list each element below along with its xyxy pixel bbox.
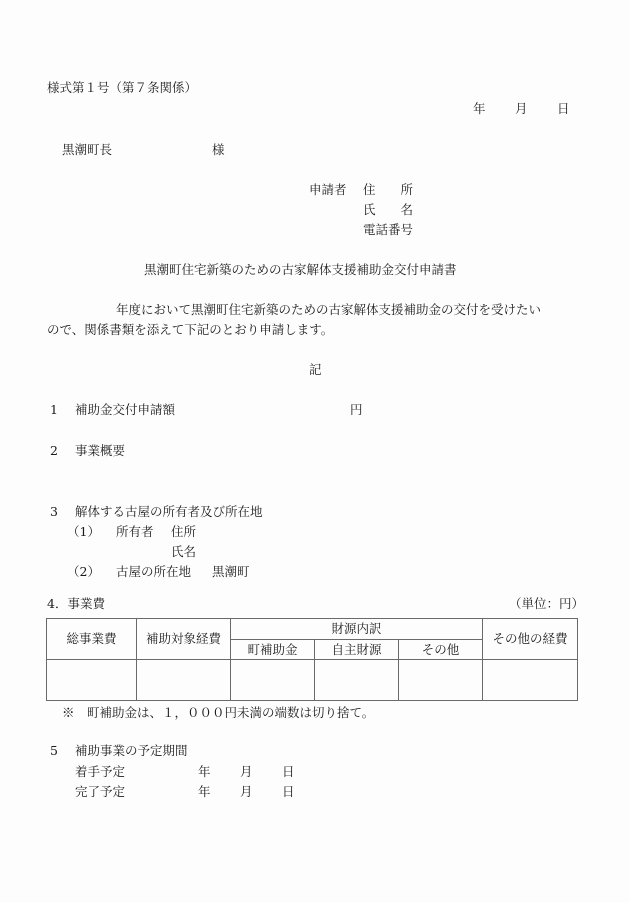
item5-end-label: 完了予定: [75, 784, 126, 799]
document-title: 黒潮町住宅新築のための古家解体支援補助金交付申請書: [144, 262, 457, 277]
header-other-funds: その他: [399, 640, 483, 660]
item1-label: 補助金交付申請額: [75, 402, 176, 417]
item3-sub2-label: 古屋の所在地: [116, 564, 192, 579]
project-cost-table: [46, 618, 578, 701]
item1-number: 1: [50, 402, 58, 417]
item3-owner-address-label: 住所: [171, 524, 197, 539]
item5-label: 補助事業の予定期間: [75, 743, 188, 758]
item5-end-month: 月: [240, 784, 253, 799]
item4-unit-note: （単位：円）: [509, 596, 585, 611]
header-eligible-cost: 補助対象経費: [137, 619, 231, 660]
item5-start-month: 月: [240, 764, 253, 779]
body-line-2: ので、関係書類を添えて下記のとおり申請します。: [47, 322, 334, 337]
item3-sub2-value: 黒潮町: [212, 564, 250, 579]
addressee-name: 黒潮町長: [62, 142, 113, 157]
cell-other-cost[interactable]: [483, 660, 578, 701]
cell-own-funds[interactable]: [315, 660, 399, 701]
item3-sub1-number: （1）: [67, 524, 100, 539]
item4-note: ※ 町補助金は、１，０００円未満の端数は切り捨て。: [62, 705, 375, 720]
item5-start-label: 着手予定: [75, 764, 126, 779]
item5-end-day: 日: [282, 784, 295, 799]
item5-start-year: 年: [198, 764, 211, 779]
cell-eligible-cost[interactable]: [137, 660, 231, 701]
item3-owner-name-label: 氏名: [171, 544, 197, 559]
header-funding-breakdown: 財源内訳: [231, 619, 483, 640]
item5-number: 5: [50, 743, 58, 758]
table-row: [47, 660, 578, 701]
applicant-label: 申請者: [309, 182, 347, 197]
form-number: 様式第１号（第７条関係）: [47, 80, 198, 95]
item4-label: 4．事業費: [47, 596, 105, 611]
item3-number: 3: [50, 504, 58, 519]
item2-number: 2: [50, 443, 58, 458]
item3-sub2-number: （2）: [67, 564, 100, 579]
item1-unit: 円: [350, 402, 363, 417]
body-line-1: 年度において黒潮町住宅新築のための古家解体支援補助金の交付を受けたい: [116, 302, 542, 317]
applicant-name-label: 氏 名: [363, 202, 414, 217]
item5-end-year: 年: [198, 784, 211, 799]
item2-label: 事業概要: [75, 443, 126, 458]
header-own-funds: 自主財源: [315, 640, 399, 660]
ki-heading: 記: [309, 362, 322, 377]
applicant-address-label: 住 所: [363, 182, 414, 197]
item3-sub1-label: 所有者: [116, 524, 154, 539]
header-other-cost: その他の経費: [483, 619, 578, 660]
cell-other-funds[interactable]: [399, 660, 483, 701]
cell-town-subsidy[interactable]: [231, 660, 315, 701]
applicant-phone-label: 電話番号: [363, 222, 414, 237]
date-day-label: 日: [557, 101, 570, 116]
date-year-label: 年: [473, 101, 486, 116]
item3-label: 解体する古屋の所有者及び所在地: [75, 504, 263, 519]
cell-total-cost[interactable]: [47, 660, 137, 701]
header-town-subsidy: 町補助金: [231, 640, 315, 660]
header-total-cost: 総事業費: [47, 619, 137, 660]
item5-start-day: 日: [282, 764, 295, 779]
date-month-label: 月: [515, 101, 528, 116]
addressee-honorific: 様: [212, 142, 225, 157]
